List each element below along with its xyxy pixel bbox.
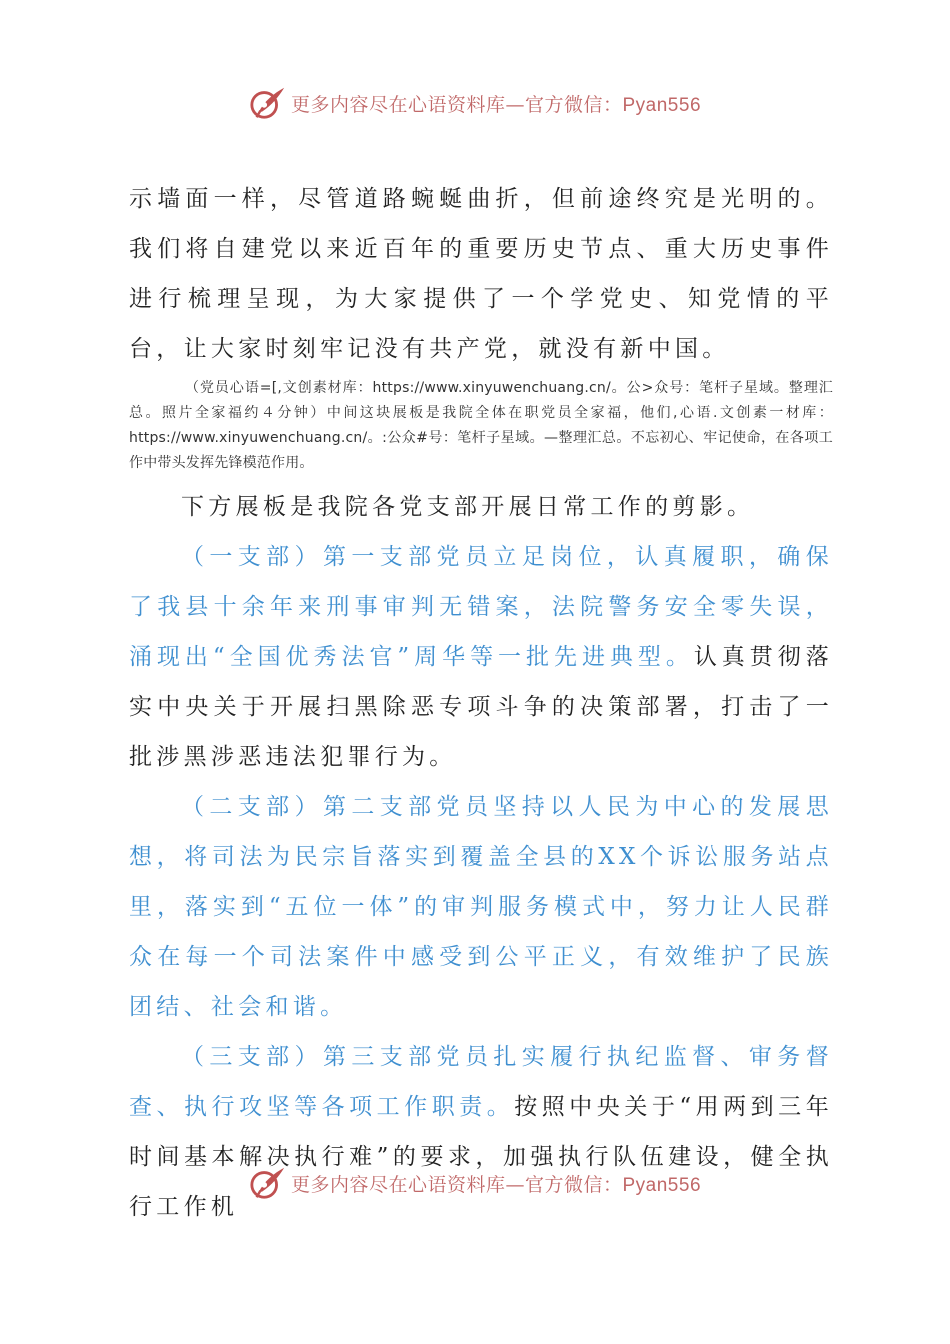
banner-dash: — bbox=[505, 1173, 525, 1196]
banner-dash: — bbox=[505, 93, 525, 116]
quill-pen-logo-icon bbox=[249, 84, 287, 122]
branch-3-text: 按照中央关于“用两到三年时间基本解决执行难”的要求，加强执行队伍建设，健全执行工作机 bbox=[129, 1094, 834, 1220]
footer-banner bbox=[0, 1163, 950, 1203]
quill-pen-logo-icon bbox=[249, 1164, 287, 1202]
branch-3-highlight: （三支部）第三支部党员扎实履行执纪监督、审务督查、执行攻坚等各项工作职责。 bbox=[129, 1044, 833, 1120]
branch-1-text: 认真贯彻落实中央关于开展扫黑除恶专项斗争的决策部署，打击了一批涉黑涉恶违法犯罪行为。 bbox=[129, 644, 833, 770]
header-banner-text bbox=[291, 90, 701, 117]
source-note: （党员心语=[,文创素材库：https://www.xinyuwenchuang.cn/。公>众号：笔杆子星域。整理汇总。照片全家福约４分钟）中间这块展板是我院全体在职党员全家福，他们,心语.文创素一材库：https://www.xinyuwenchuang.cn/。:公众#号：笔杆子星域。—整理汇总。不忘初心、牢记使命，在各项工作中带头发挥先锋模范作用。 bbox=[129, 380, 833, 471]
branch-2-highlight: （二支部）第二支部党员坚持以人民为中心的发展思想，将司法为民宗旨落实到覆盖全县的XX个诉讼服务站点里，落实到“五位一体”的审判服务模式中，努力让人民群众在每一个司法案件中感受到公平正义，有效维护了民族团结、社会和谐。 bbox=[129, 794, 833, 1020]
banner-main-text: 更多内容尽在心语资料库 bbox=[290, 93, 506, 116]
header-banner bbox=[0, 83, 950, 123]
banner-wechat-id: Pyan556 bbox=[622, 1174, 702, 1196]
footer-banner-inner bbox=[249, 1164, 701, 1202]
paragraph-branch-2 bbox=[129, 782, 833, 1032]
footer-banner-text bbox=[291, 1170, 701, 1197]
paragraph-2: 下方展板是我院各党支部开展日常工作的剪影。 bbox=[181, 494, 755, 520]
branch-1-highlight: （一支部）第一支部党员立足岗位，认真履职，确保了我县十余年来刑事审判无错案，法院警务安全零失误，涌现出“全国优秀法官”周华等一批先进典型。 bbox=[129, 544, 833, 670]
paragraph-branch-1 bbox=[129, 532, 833, 782]
banner-main-text: 更多内容尽在心语资料库 bbox=[290, 1173, 506, 1196]
banner-wechat-label: 官方微信： bbox=[524, 1173, 623, 1196]
header-banner-inner bbox=[249, 84, 701, 122]
paragraph-1: 示墙面一样，尽管道路蜿蜒曲折，但前途终究是光明的。我们将自建党以来近百年的重要历史节点、重大历史事件进行梳理呈现，为大家提供了一个学党史、知党情的平台，让大家时刻牢记没有共产党，就没有新中国。 bbox=[129, 186, 833, 362]
document-body bbox=[129, 174, 833, 1232]
banner-wechat-label: 官方微信： bbox=[524, 93, 623, 116]
banner-wechat-id: Pyan556 bbox=[622, 94, 702, 116]
